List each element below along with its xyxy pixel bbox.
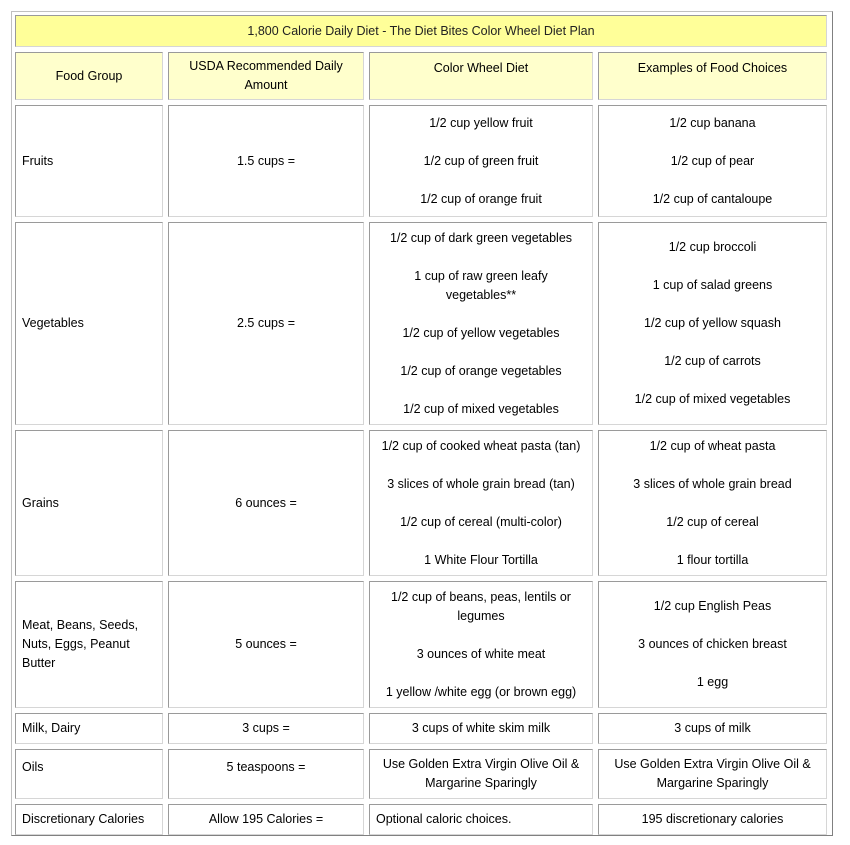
color-wheel-cell: Use Golden Extra Virgin Olive Oil & Margarine Sparingly — [369, 749, 593, 799]
examples-cell: 1/2 cup of wheat pasta 3 slices of whole grain bread 1/2 cup of cereal 1 flour tortilla — [598, 430, 827, 576]
examples-cell: 1/2 cup English Peas 3 ounces of chicken breast 1 egg — [598, 581, 827, 708]
amount-cell: 2.5 cups = — [168, 222, 364, 425]
table-row — [15, 222, 827, 425]
food-group-cell: Milk, Dairy — [15, 713, 163, 744]
color-wheel-cell: 3 cups of white skim milk — [369, 713, 593, 744]
table-row — [15, 749, 827, 799]
food-group-cell: Discretionary Calories — [15, 804, 163, 835]
color-wheel-cell: 1/2 cup of beans, peas, lentils or legumes 3 ounces of white meat 1 yellow /white egg (or brown egg) — [369, 581, 593, 708]
food-group-cell: Fruits — [15, 105, 163, 217]
examples-cell: Use Golden Extra Virgin Olive Oil & Margarine Sparingly — [598, 749, 827, 799]
amount-cell: Allow 195 Calories = — [168, 804, 364, 835]
header-examples: Examples of Food Choices — [598, 52, 827, 100]
color-wheel-cell: 1/2 cup of cooked wheat pasta (tan) 3 slices of whole grain bread (tan) 1/2 cup of cereal (multi-color) 1 White Flour Tortilla — [369, 430, 593, 576]
amount-cell: 1.5 cups = — [168, 105, 364, 217]
food-group-cell: Meat, Beans, Seeds, Nuts, Eggs, Peanut Butter — [15, 581, 163, 708]
amount-cell: 3 cups = — [168, 713, 364, 744]
color-wheel-cell: Optional caloric choices. — [369, 804, 593, 835]
examples-cell: 3 cups of milk — [598, 713, 827, 744]
table-row — [15, 581, 827, 708]
header-usda-amount: USDA Recommended Daily Amount — [168, 52, 364, 100]
table-row — [15, 713, 827, 744]
header-food-group: Food Group — [15, 52, 163, 100]
examples-cell: 1/2 cup broccoli 1 cup of salad greens 1/2 cup of yellow squash 1/2 cup of carrots 1/2 cup of mixed vegetables — [598, 222, 827, 425]
food-group-cell: Oils — [15, 749, 163, 799]
table-row — [15, 804, 827, 835]
food-group-cell: Grains — [15, 430, 163, 576]
table-title: 1,800 Calorie Daily Diet - The Diet Bites Color Wheel Diet Plan — [15, 15, 827, 47]
amount-cell: 5 teaspoons = — [168, 749, 364, 799]
header-color-wheel: Color Wheel Diet — [369, 52, 593, 100]
diet-plan-table — [10, 10, 832, 840]
table-row — [15, 105, 827, 217]
color-wheel-cell: 1/2 cup yellow fruit 1/2 cup of green fruit 1/2 cup of orange fruit — [369, 105, 593, 217]
amount-cell: 5 ounces = — [168, 581, 364, 708]
food-group-cell: Vegetables — [15, 222, 163, 425]
color-wheel-cell: 1/2 cup of dark green vegetables 1 cup of raw green leafy vegetables** 1/2 cup of yellow vegetables 1/2 cup of orange vegetables 1/2 cup of mixed vegetables — [369, 222, 593, 425]
amount-cell: 6 ounces = — [168, 430, 364, 576]
examples-cell: 1/2 cup banana 1/2 cup of pear 1/2 cup of cantaloupe — [598, 105, 827, 217]
examples-cell: 195 discretionary calories — [598, 804, 827, 835]
table-row — [15, 430, 827, 576]
